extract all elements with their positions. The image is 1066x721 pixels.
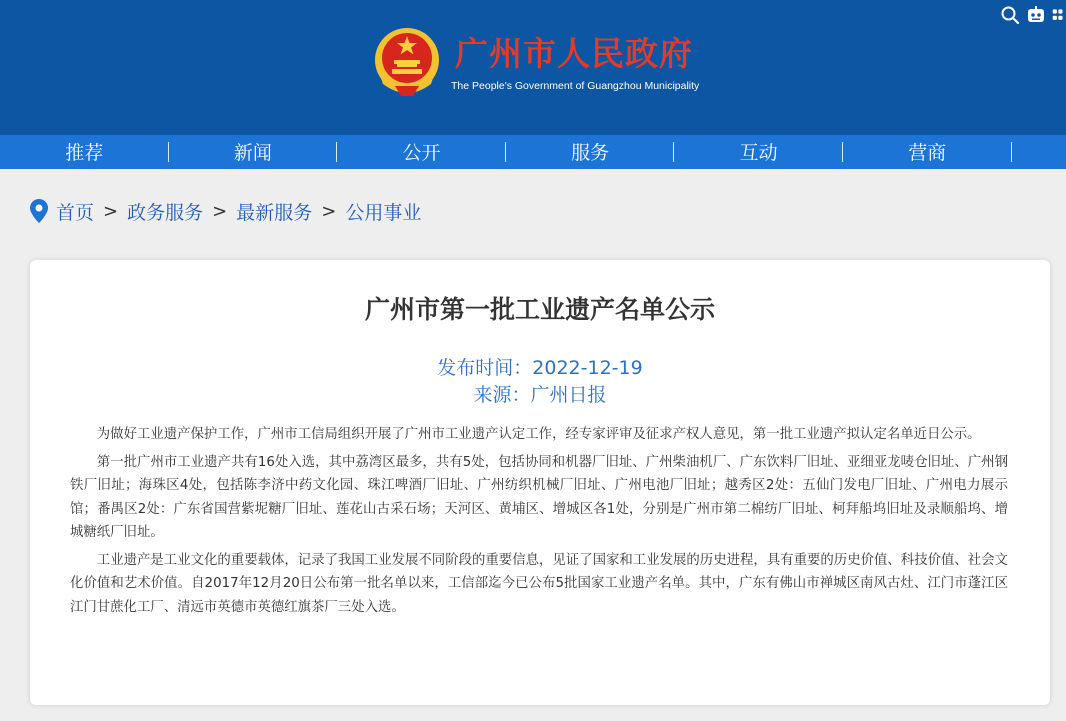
site-subtitle: The People's Government of Guangzhou Municipality: [451, 80, 700, 92]
nav-item-interaction[interactable]: 互动: [674, 135, 843, 169]
article-paragraph: 第一批广州市工业遗产共有16处入选，其中荔湾区最多，共有5处，包括协同和机器厂旧址、广州柴油机厂、广东饮料厂旧址、亚细亚龙唛仓旧址、广州钢铁厂旧址；海珠区4处，包括陈李济中药文化园、珠江啤酒厂旧址、广州纺织机械厂旧址、广州电池厂旧址；越秀区2处：五仙门发电厂旧址、广州电力展示馆；番禺区2处：广东省国营紫坭糖厂旧址、莲花山古采石场；天河区、黄埔区、增城区各1处，分别是广州市第二棉纺厂旧址、柯拜船坞旧址及录顺船坞、增城糖纸厂旧址。: [70, 454, 1008, 540]
breadcrumb-separator: >: [103, 200, 119, 222]
breadcrumb-latest-services[interactable]: 最新服务: [236, 201, 313, 224]
publish-date: 发布时间：2022-12-19: [437, 357, 643, 379]
national-emblem-icon: [373, 26, 441, 98]
nav-item-services[interactable]: 服务: [506, 135, 675, 169]
article-paragraph: 工业遗产是工业文化的重要载体，记录了我国工业发展不同阶段的重要信息，见证了国家和工业发展的历史进程，具有重要的历史价值、科技价值、社会文化价值和艺术价值。自2017年12月20日公布第一批名单以来，工信部迄今已公布5批国家工业遗产名单。其中，广东有佛山市禅城区南风古灶、江门市蓬江区江门甘蔗化工厂、清远市英德市英德红旗茶厂三处入选。: [70, 552, 1008, 615]
breadcrumb: [30, 196, 421, 226]
article-paragraph: 为做好工业遗产保护工作，广州市工信局组织开展了广州市工业遗产认定工作，经专家评审及征求产权人意见，第一批工业遗产拟认定名单近日公示。: [96, 427, 981, 442]
main-nav: [0, 135, 1066, 169]
breadcrumb-separator: >: [321, 200, 337, 222]
breadcrumb-public-utilities[interactable]: 公用事业: [345, 201, 422, 224]
grid-icon[interactable]: [1052, 5, 1066, 25]
article-content: [70, 423, 1008, 623]
nav-item-news[interactable]: 新闻: [169, 135, 338, 169]
top-toolbar: [1000, 4, 1066, 26]
nav-item-recommend[interactable]: 推荐: [0, 135, 169, 169]
search-icon[interactable]: [1000, 5, 1020, 25]
location-pin-icon: [30, 199, 48, 223]
nav-item-business[interactable]: 营商: [843, 135, 1012, 169]
site-header: [0, 0, 1066, 135]
article-title: 广州市第一批工业遗产名单公示: [364, 295, 715, 324]
nav-item-public[interactable]: 公开: [337, 135, 506, 169]
breadcrumb-government-services[interactable]: 政务服务: [127, 201, 204, 224]
article-source: 来源：广州日报: [473, 384, 607, 406]
robot-icon[interactable]: [1026, 5, 1046, 25]
breadcrumb-separator: >: [212, 200, 228, 222]
article-card: [30, 260, 1050, 705]
site-title: 广州市人民政府: [455, 34, 693, 73]
breadcrumb-home[interactable]: 首页: [56, 201, 95, 224]
